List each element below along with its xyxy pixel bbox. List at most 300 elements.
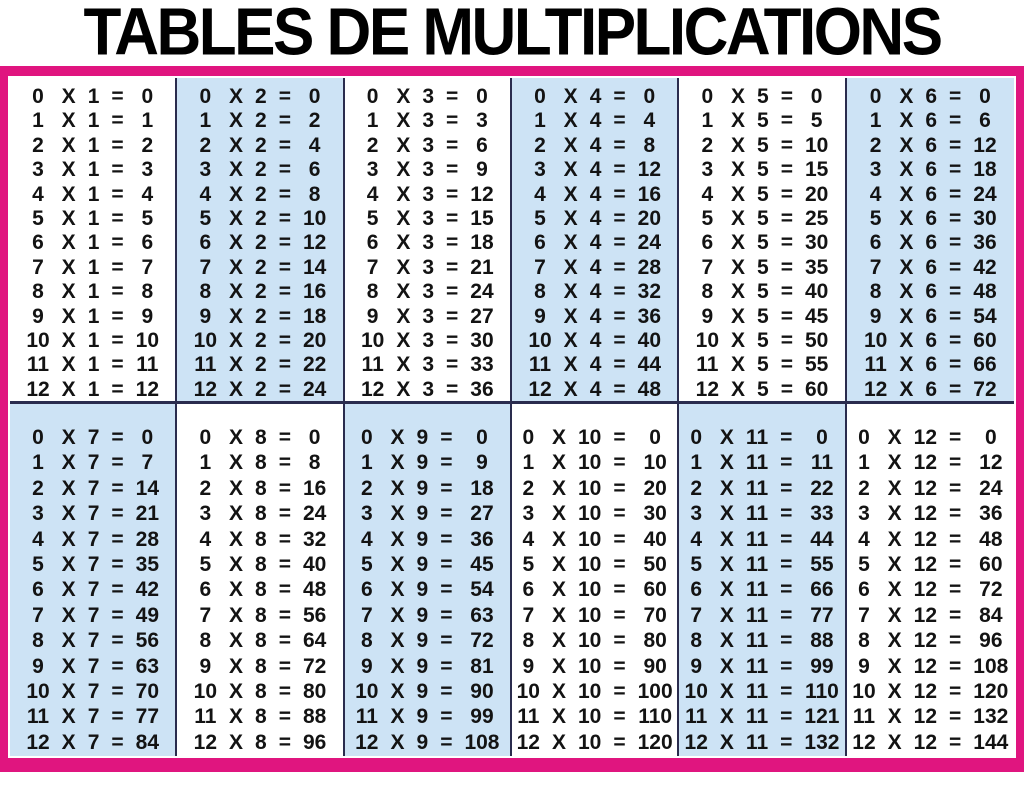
- times-sign: X: [61, 377, 76, 401]
- multiplicand: 1: [366, 109, 379, 133]
- equals-sign: =: [278, 207, 291, 231]
- times-sign: X: [887, 629, 902, 653]
- times-sign: X: [396, 255, 411, 279]
- multiplier: 2: [255, 280, 267, 304]
- equals-sign: =: [111, 280, 124, 304]
- times-sign: X: [887, 578, 902, 602]
- multiplier: 11: [745, 476, 769, 500]
- multiplicand: 6: [199, 578, 212, 602]
- product: 48: [637, 377, 661, 401]
- product: 48: [302, 578, 327, 602]
- product: 6: [141, 231, 154, 255]
- product: 70: [643, 603, 667, 627]
- equals-sign: =: [446, 231, 459, 255]
- multiplicand: 7: [690, 603, 703, 627]
- multiplicand: 0: [199, 85, 212, 108]
- multiplication-table-1: [10, 78, 177, 404]
- product: 12: [470, 182, 494, 206]
- equals-sign: =: [949, 476, 962, 500]
- equals-sign: =: [111, 182, 124, 206]
- times-sign: X: [899, 158, 914, 182]
- times-sign: X: [396, 109, 411, 133]
- multiplier: 4: [589, 182, 602, 206]
- equals-sign: =: [278, 231, 291, 255]
- times-sign: X: [551, 705, 566, 729]
- times-sign: X: [390, 502, 405, 526]
- product: 40: [643, 527, 667, 551]
- product: 8: [141, 280, 154, 304]
- equals-sign: =: [613, 133, 626, 157]
- multiplier: 10: [578, 527, 602, 551]
- equals-sign: =: [111, 304, 124, 328]
- multiplier: 9: [416, 476, 429, 500]
- multiplicand: 10: [852, 680, 876, 704]
- multiplicand: 6: [869, 231, 882, 255]
- table-11-equations: [679, 404, 844, 755]
- product: 54: [470, 578, 494, 602]
- multiplicand: 8: [199, 280, 212, 304]
- equals-sign: =: [278, 304, 291, 328]
- equals-sign: =: [111, 329, 124, 353]
- multiplier: 10: [578, 502, 602, 526]
- product: 36: [470, 527, 494, 551]
- product: 32: [637, 280, 661, 304]
- multiplier: 10: [578, 730, 602, 754]
- product: 80: [643, 629, 667, 653]
- multiplier: 6: [925, 353, 938, 377]
- multiplier: 8: [255, 705, 267, 729]
- multiplier: 12: [913, 451, 938, 475]
- product: 35: [135, 553, 159, 577]
- multiplicand: 3: [360, 502, 373, 526]
- equals-sign: =: [446, 329, 459, 353]
- multiplier: 11: [745, 426, 769, 449]
- tables-grid: [10, 78, 1014, 756]
- product: 16: [302, 280, 327, 304]
- product: 54: [973, 304, 997, 328]
- multiplicand: 7: [360, 603, 373, 627]
- product: 0: [810, 85, 823, 108]
- multiplier: 7: [87, 578, 100, 602]
- times-sign: X: [390, 603, 405, 627]
- product: 7: [141, 451, 154, 475]
- equals-sign: =: [780, 476, 793, 500]
- multiplicand: 6: [199, 231, 212, 255]
- times-sign: X: [887, 553, 902, 577]
- multiplicand: 5: [199, 207, 212, 231]
- tables-board: [0, 66, 1024, 772]
- multiplicand: 12: [863, 377, 888, 401]
- times-sign: X: [61, 182, 76, 206]
- multiplicand: 5: [199, 553, 212, 577]
- equals-sign: =: [613, 629, 626, 653]
- multiplicand: 11: [864, 353, 887, 377]
- product: 42: [973, 255, 997, 279]
- product: 144: [973, 730, 1009, 754]
- product: 24: [470, 280, 494, 304]
- product: 36: [973, 231, 997, 255]
- multiplication-table-5: [679, 78, 846, 404]
- equals-sign: =: [780, 578, 793, 602]
- times-sign: X: [229, 603, 244, 627]
- multiplication-table-8: [177, 404, 344, 756]
- times-sign: X: [899, 182, 914, 206]
- multiplier: 1: [87, 329, 100, 353]
- product: 108: [973, 654, 1009, 678]
- equals-sign: =: [446, 182, 459, 206]
- equals-sign: =: [440, 603, 453, 627]
- equals-sign: =: [780, 426, 793, 449]
- product: 44: [810, 527, 834, 551]
- equals-sign: =: [278, 680, 291, 704]
- multiplicand: 1: [534, 109, 546, 133]
- multiplier: 6: [925, 377, 938, 401]
- times-sign: X: [551, 502, 566, 526]
- equals-sign: =: [949, 629, 962, 653]
- product: 48: [979, 527, 1003, 551]
- times-sign: X: [887, 451, 902, 475]
- multiplier: 5: [757, 353, 769, 377]
- multiplicand: 12: [360, 377, 385, 401]
- times-sign: X: [719, 705, 734, 729]
- equals-sign: =: [780, 133, 793, 157]
- times-sign: X: [731, 182, 746, 206]
- equals-sign: =: [780, 231, 793, 255]
- equals-sign: =: [278, 426, 291, 449]
- product: 99: [470, 705, 494, 729]
- multiplicand: 2: [522, 476, 535, 500]
- multiplicand: 10: [26, 680, 50, 704]
- multiplier: 1: [87, 353, 100, 377]
- equals-sign: =: [780, 304, 793, 328]
- multiplier: 6: [925, 133, 938, 157]
- multiplier: 10: [578, 705, 602, 729]
- multiplicand: 7: [869, 255, 882, 279]
- equals-sign: =: [949, 603, 962, 627]
- multiplier: 6: [925, 207, 938, 231]
- multiplicand: 8: [199, 629, 212, 653]
- multiplier: 1: [87, 231, 100, 255]
- times-sign: X: [719, 553, 734, 577]
- multiplier: 5: [757, 109, 769, 133]
- multiplicand: 7: [199, 603, 212, 627]
- times-sign: X: [719, 680, 734, 704]
- multiplicand: 0: [366, 85, 379, 108]
- multiplier: 3: [422, 329, 435, 353]
- times-sign: X: [719, 578, 734, 602]
- multiplier: 5: [757, 329, 769, 353]
- times-sign: X: [229, 730, 244, 754]
- product: 20: [643, 476, 667, 500]
- multiplicand: 4: [701, 182, 714, 206]
- multiplier: 12: [913, 654, 938, 678]
- product: 12: [135, 377, 159, 401]
- multiplicand: 11: [685, 705, 708, 729]
- multiplier: 9: [416, 553, 429, 577]
- multiplicand: 6: [858, 578, 870, 602]
- product: 30: [470, 329, 494, 353]
- multiplicand: 3: [199, 158, 212, 182]
- times-sign: X: [396, 353, 411, 377]
- product: 60: [973, 329, 997, 353]
- equals-sign: =: [613, 451, 626, 475]
- table-1-equations: [10, 78, 175, 402]
- times-sign: X: [719, 451, 734, 475]
- multiplicand: 6: [690, 578, 703, 602]
- multiplicand: 11: [517, 705, 540, 729]
- multiplier: 3: [422, 304, 435, 328]
- times-sign: X: [899, 231, 914, 255]
- equals-sign: =: [440, 426, 453, 449]
- product: 8: [308, 451, 321, 475]
- multiplier: 10: [578, 476, 602, 500]
- equals-sign: =: [278, 502, 291, 526]
- times-sign: X: [229, 329, 244, 353]
- multiplier: 12: [913, 680, 938, 704]
- product: 63: [135, 654, 159, 678]
- times-sign: X: [61, 603, 76, 627]
- multiplicand: 0: [534, 85, 546, 108]
- equals-sign: =: [780, 705, 793, 729]
- times-sign: X: [229, 527, 244, 551]
- product: 4: [308, 133, 321, 157]
- times-sign: X: [390, 553, 405, 577]
- times-sign: X: [899, 133, 914, 157]
- multiplier: 8: [255, 629, 267, 653]
- multiplier: 11: [745, 502, 769, 526]
- product: 70: [135, 680, 159, 704]
- multiplicand: 11: [528, 353, 552, 377]
- times-sign: X: [563, 353, 578, 377]
- equals-sign: =: [111, 426, 124, 449]
- equals-sign: =: [111, 353, 124, 377]
- equals-sign: =: [780, 85, 793, 108]
- equals-sign: =: [440, 654, 453, 678]
- product: 0: [816, 426, 828, 449]
- multiplicand: 1: [701, 109, 714, 133]
- multiplicand: 0: [32, 426, 44, 449]
- multiplier: 5: [757, 133, 769, 157]
- product: 81: [470, 654, 494, 678]
- multiplicand: 1: [199, 109, 212, 133]
- times-sign: X: [731, 353, 746, 377]
- product: 0: [308, 426, 321, 449]
- multiplicand: 4: [869, 182, 882, 206]
- product: 3: [141, 158, 154, 182]
- multiplier: 2: [255, 207, 267, 231]
- product: 4: [643, 109, 656, 133]
- equals-sign: =: [613, 85, 626, 108]
- times-sign: X: [563, 207, 578, 231]
- product: 96: [302, 730, 327, 754]
- times-sign: X: [390, 730, 405, 754]
- multiplier: 5: [757, 280, 769, 304]
- multiplier: 9: [416, 654, 429, 678]
- multiplier: 4: [589, 158, 602, 182]
- product: 120: [637, 730, 673, 754]
- multiplier: 11: [745, 578, 769, 602]
- multiplier: 4: [589, 280, 602, 304]
- equals-sign: =: [111, 231, 124, 255]
- equals-sign: =: [440, 527, 453, 551]
- product: 88: [810, 629, 834, 653]
- equals-sign: =: [111, 680, 124, 704]
- multiplicand: 10: [360, 329, 385, 353]
- equals-sign: =: [446, 255, 459, 279]
- multiplicand: 6: [32, 231, 44, 255]
- multiplicand: 4: [360, 527, 373, 551]
- multiplier: 12: [913, 603, 938, 627]
- multiplicand: 10: [684, 680, 708, 704]
- multiplier: 7: [87, 680, 100, 704]
- multiplier: 3: [422, 182, 435, 206]
- multiplicand: 5: [32, 553, 44, 577]
- times-sign: X: [731, 231, 746, 255]
- multiplicand: 1: [858, 451, 870, 475]
- times-sign: X: [229, 133, 244, 157]
- multiplicand: 9: [32, 304, 44, 328]
- times-sign: X: [396, 329, 411, 353]
- equals-sign: =: [111, 603, 124, 627]
- multiplicand: 8: [690, 629, 703, 653]
- multiplicand: 11: [26, 705, 50, 729]
- equals-sign: =: [613, 377, 626, 401]
- multiplicand: 8: [366, 280, 379, 304]
- times-sign: X: [899, 255, 914, 279]
- multiplicand: 4: [522, 527, 535, 551]
- product: 50: [643, 553, 667, 577]
- multiplier: 4: [589, 207, 602, 231]
- equals-sign: =: [111, 502, 124, 526]
- times-sign: X: [390, 654, 405, 678]
- product: 0: [308, 85, 321, 108]
- times-sign: X: [229, 629, 244, 653]
- multiplier: 5: [757, 158, 769, 182]
- product: 30: [643, 502, 667, 526]
- multiplicand: 10: [528, 329, 552, 353]
- multiplicand: 2: [360, 476, 373, 500]
- multiplier: 7: [87, 705, 100, 729]
- times-sign: X: [563, 231, 578, 255]
- product: 72: [979, 578, 1003, 602]
- product: 45: [804, 304, 829, 328]
- multiplier: 10: [578, 426, 602, 449]
- product: 60: [979, 553, 1003, 577]
- product: 27: [470, 304, 494, 328]
- equals-sign: =: [278, 329, 291, 353]
- product: 14: [302, 255, 327, 279]
- product: 24: [979, 476, 1003, 500]
- product: 9: [476, 451, 488, 475]
- multiplicand: 9: [858, 654, 870, 678]
- times-sign: X: [390, 476, 405, 500]
- product: 2: [308, 109, 321, 133]
- times-sign: X: [563, 255, 578, 279]
- times-sign: X: [887, 705, 902, 729]
- multiplicand: 1: [199, 451, 212, 475]
- equals-sign: =: [613, 527, 626, 551]
- multiplicand: 12: [193, 377, 217, 401]
- equals-sign: =: [446, 207, 459, 231]
- product: 100: [637, 680, 673, 704]
- times-sign: X: [229, 158, 244, 182]
- multiplicand: 11: [194, 353, 217, 377]
- multiplier: 9: [416, 578, 429, 602]
- multiplicand: 2: [199, 476, 212, 500]
- product: 24: [302, 377, 327, 401]
- equals-sign: =: [613, 553, 626, 577]
- multiplier: 2: [255, 329, 267, 353]
- equals-sign: =: [780, 553, 793, 577]
- product: 27: [470, 502, 494, 526]
- equals-sign: =: [613, 654, 626, 678]
- multiplicand: 7: [32, 603, 44, 627]
- product: 66: [973, 353, 997, 377]
- equals-sign: =: [780, 207, 793, 231]
- multiplicand: 3: [701, 158, 714, 182]
- equals-sign: =: [949, 280, 962, 304]
- equals-sign: =: [278, 353, 291, 377]
- product: 64: [302, 629, 327, 653]
- multiplicand: 0: [199, 426, 212, 449]
- product: 4: [141, 182, 154, 206]
- equals-sign: =: [278, 730, 291, 754]
- times-sign: X: [731, 85, 746, 108]
- multiplicand: 5: [366, 207, 379, 231]
- multiplier: 8: [255, 527, 267, 551]
- multiplier: 8: [255, 476, 267, 500]
- multiplier: 4: [589, 353, 602, 377]
- multiplicand: 8: [534, 280, 546, 304]
- product: 0: [141, 85, 154, 108]
- equals-sign: =: [440, 680, 453, 704]
- equals-sign: =: [278, 255, 291, 279]
- times-sign: X: [61, 109, 76, 133]
- multiplicand: 3: [534, 158, 546, 182]
- multiplier: 12: [913, 629, 938, 653]
- times-sign: X: [551, 426, 566, 449]
- multiplicand: 12: [193, 730, 217, 754]
- multiplier: 6: [925, 255, 938, 279]
- multiplicand: 5: [701, 207, 714, 231]
- multiplicand: 8: [522, 629, 535, 653]
- multiplicand: 6: [32, 578, 44, 602]
- multiplier: 2: [255, 231, 267, 255]
- product: 84: [979, 603, 1003, 627]
- multiplier: 4: [589, 231, 602, 255]
- times-sign: X: [887, 527, 902, 551]
- equals-sign: =: [949, 680, 962, 704]
- times-sign: X: [731, 329, 746, 353]
- multiplicand: 10: [26, 329, 50, 353]
- times-sign: X: [229, 705, 244, 729]
- product: 42: [135, 578, 159, 602]
- multiplier: 11: [745, 553, 769, 577]
- equals-sign: =: [613, 182, 626, 206]
- equals-sign: =: [780, 654, 793, 678]
- equals-sign: =: [111, 85, 124, 108]
- equals-sign: =: [949, 353, 962, 377]
- product: 8: [643, 133, 656, 157]
- multiplier: 2: [255, 85, 267, 108]
- equals-sign: =: [446, 158, 459, 182]
- times-sign: X: [899, 353, 914, 377]
- multiplier: 1: [87, 207, 100, 231]
- times-sign: X: [390, 578, 405, 602]
- product: 14: [135, 476, 159, 500]
- multiplicand: 1: [690, 451, 703, 475]
- times-sign: X: [396, 377, 411, 401]
